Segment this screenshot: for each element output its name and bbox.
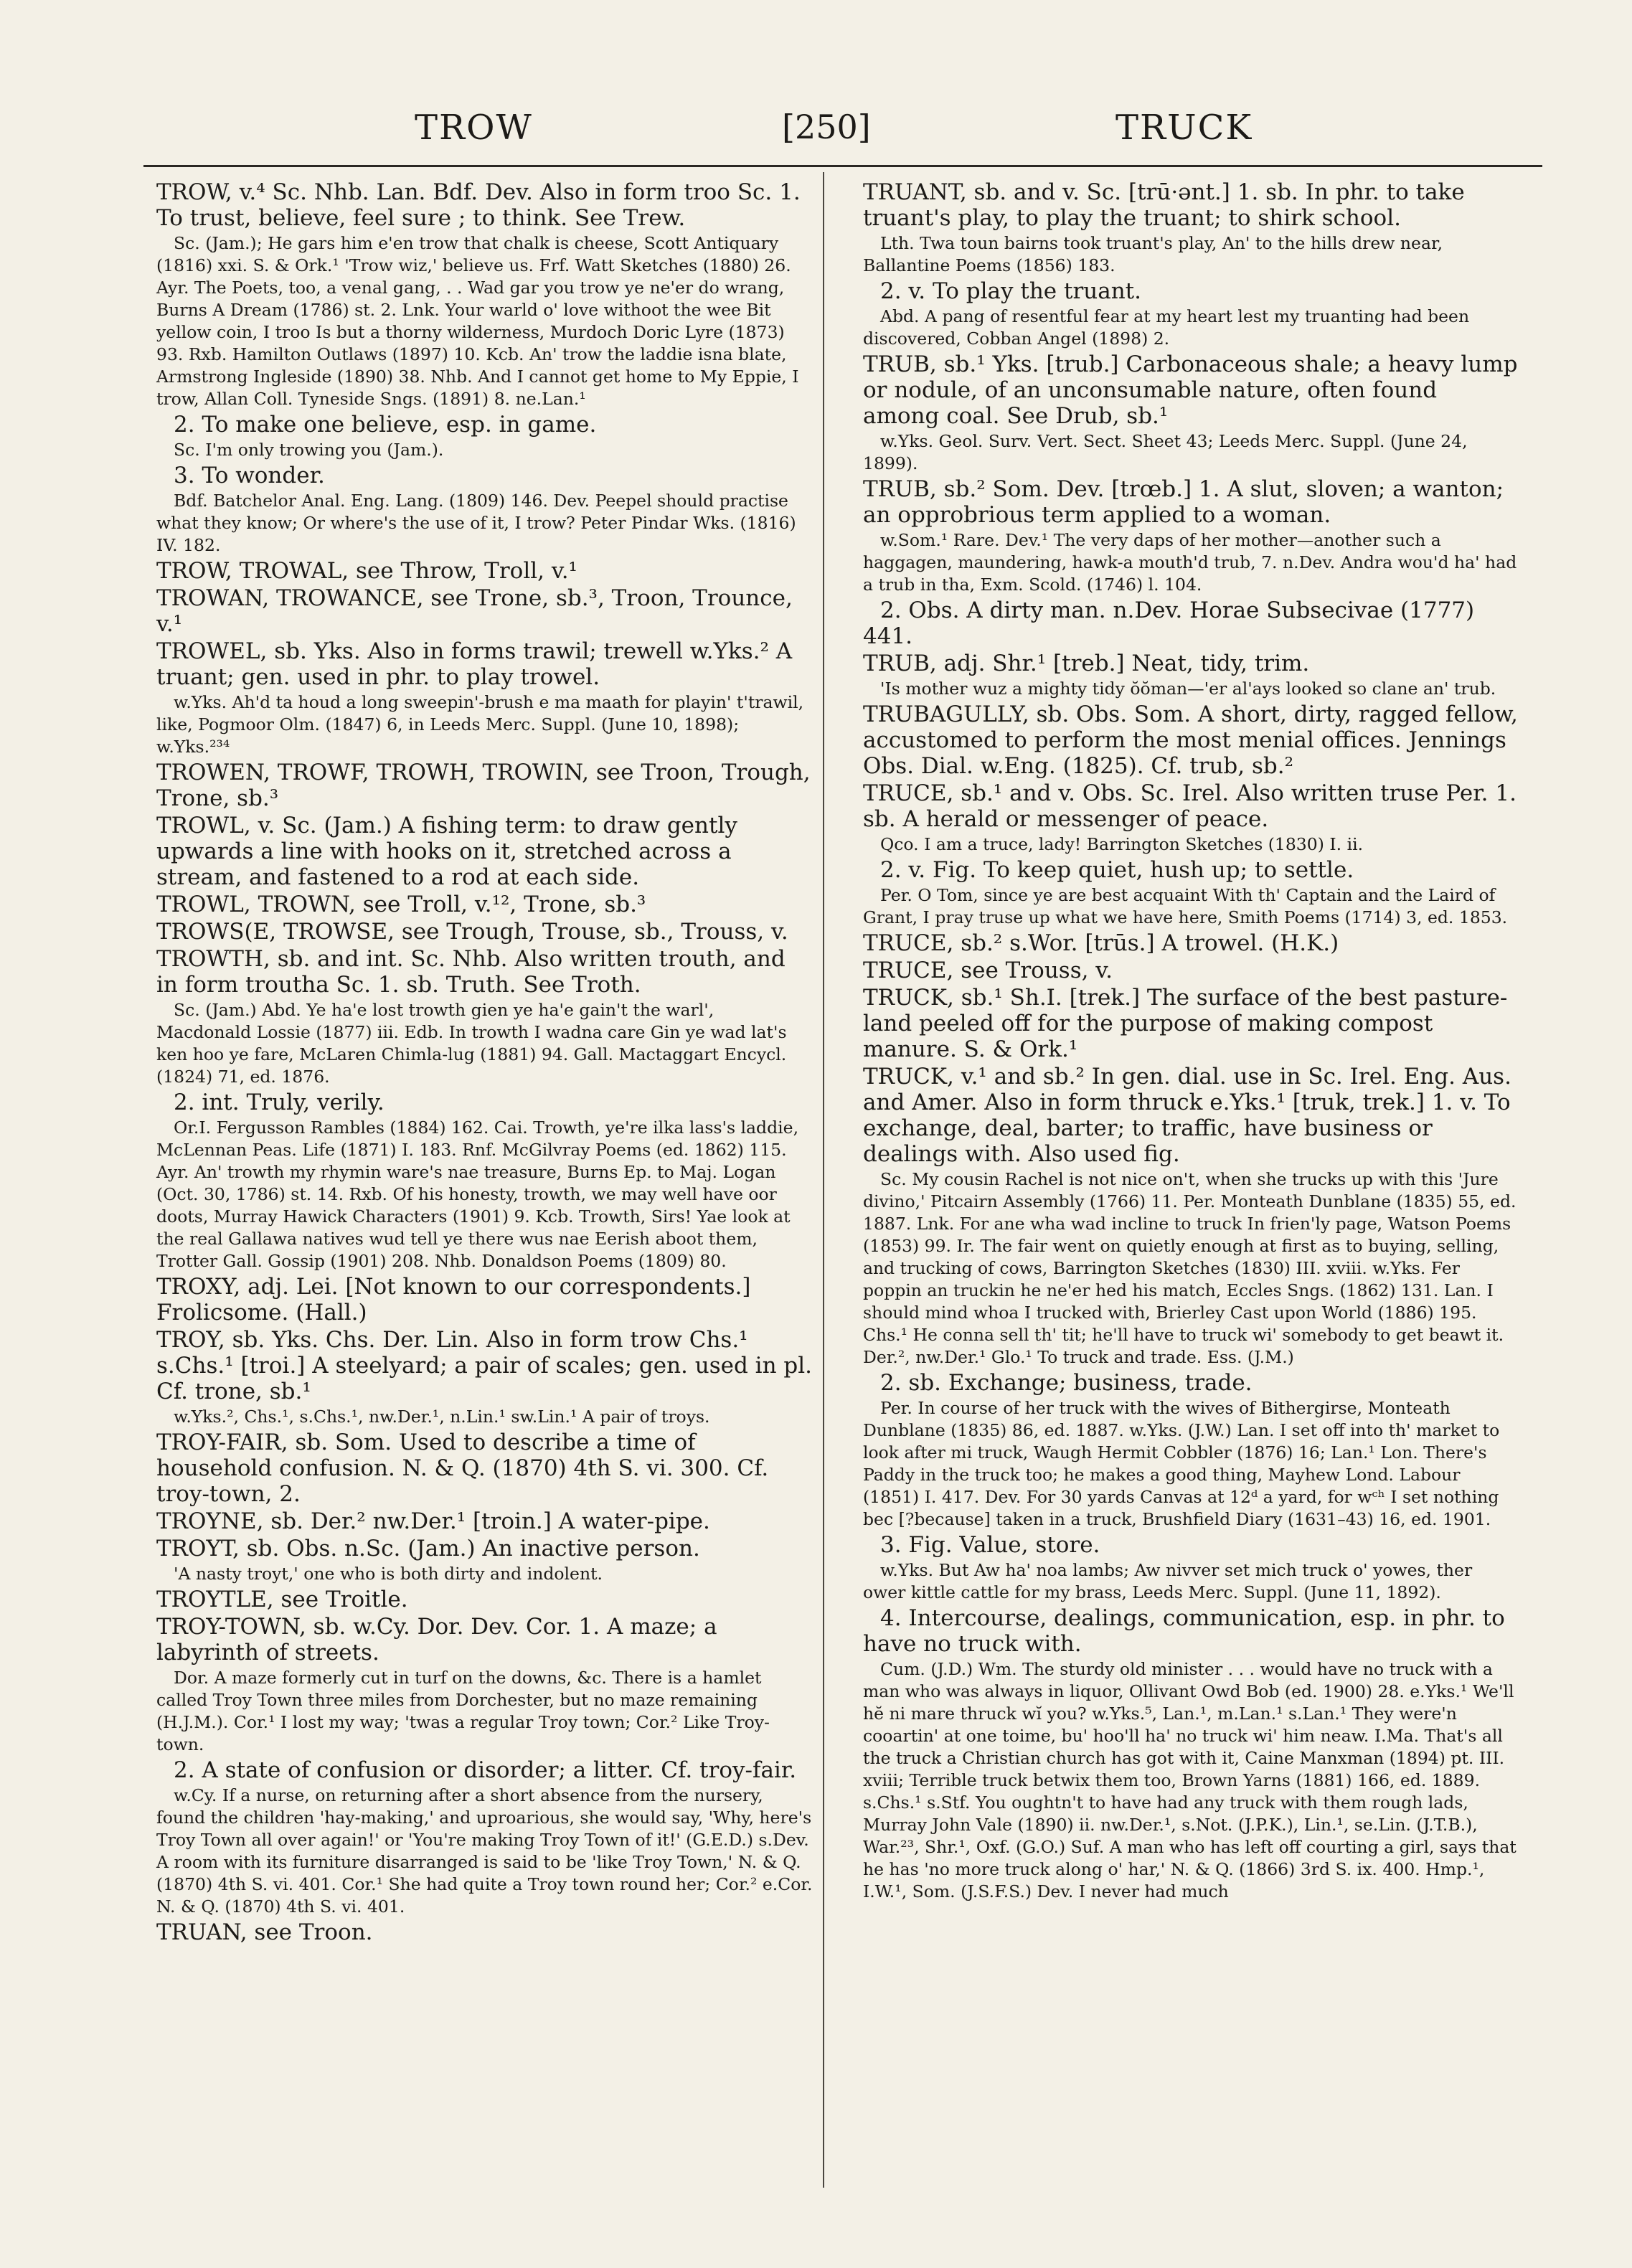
dictionary-entry: 3. To wonder. <box>174 463 325 488</box>
dictionary-entry: TRUCE, sb.¹ and v. Obs. Sc. Irel. Also written truse Per. 1. sb. A herald or messenger of peace. <box>863 780 1517 832</box>
citation-block: Bdf. Batchelor Anal. Eng. Lang. (1809) 146. Dev. Peepel should practise what they know; Or where's the use of it, I trow? Peter Pindar Wks. (1816) IV. 182. <box>156 491 796 555</box>
citation-block: Sc. (Jam.); He gars him e'en trow that chalk is cheese, Scott Antiquary (1816) xxi. S. & Ork.¹ 'Trow wiz,' believe us. Frf. Watt Sketches (1880) 26. Ayr. The Poets, too, a venal gang, . . Wad gar you trow ye ne'er do wrang, Burns A Dream (1786) st. 2. Lnk. Your warld o' love withoot the wee Bit yellow coin, I troo Is but a thorny wilderness, Murdoch Doric Lyre (1873) 93. Rxb. Hamilton Outlaws (1897) 10. Kcb. An' trow the laddie isna blate, Armstrong Ingleside (1890) 38. Nhb. And I cannot get home to My Eppie, I trow, Allan Coll. Tyneside Sngs. (1891) 8. ne.Lan.¹ <box>156 233 799 409</box>
citation-block: Dor. A maze formerly cut in turf on the downs, &c. There is a hamlet called Troy Town three miles from Dorchester, but no maze remaining (H.J.M.). Cor.¹ I lost my way; 'twas a regular Troy town; Cor.² Like Troy-town. <box>156 1668 770 1754</box>
dictionary-entry: 2. sb. Exchange; business, trade. <box>880 1370 1253 1396</box>
dictionary-entry: TROYTLE, see Troitle. <box>156 1587 408 1612</box>
dictionary-entry: TROXY, adj. Lei. [Not known to our correspondents.] Frolicsome. (Hall.) <box>156 1274 751 1326</box>
dictionary-entry: TROY-FAIR, sb. Som. Used to describe a time of household confusion. N. & Q. (1870) 4th S. vi. 300. Cf. troy-town, 2. <box>156 1430 769 1507</box>
dictionary-entry: TROYT, sb. Obs. n.Sc. (Jam.) An inactive person. <box>156 1536 700 1561</box>
dictionary-entry: 4. Intercourse, dealings, communication, esp. in phr. to have no truck with. <box>863 1605 1505 1657</box>
dictionary-entry: 3. Fig. Value, store. <box>880 1532 1100 1558</box>
column-divider <box>823 172 824 2188</box>
dictionary-entry: TROWL, TROWN, see Troll, v.¹², Trone, sb.³ <box>156 892 646 917</box>
citation-block: w.Som.¹ Rare. Dev.¹ The very daps of her mother—another such a haggagen, maundering, hawk-a mouth'd trub, 7. n.Dev. Andra wou'd ha' had a trub in tha, Exm. Scold. (1746) l. 104. <box>863 530 1517 595</box>
dictionary-entry: TRUB, adj. Shr.¹ [treb.] Neat, tidy, trim. <box>863 651 1310 676</box>
left-column <box>156 179 813 1947</box>
dictionary-entry: 2. To make one believe, esp. in game. <box>174 412 597 438</box>
citation-block: Cum. (J.D.) Wm. The sturdy old minister . . . would have no truck with a man who was always in liquor, Ollivant Owd Bob (ed. 1900) 28. e.Yks.¹ We'll hĕ ni mare thruck wĭ you? w.Yks.⁵, Lan.¹, m.Lan.¹ s.Lan.¹ They were'n cooartin' at one toime, bu' hoo'll ha' no truck wi' him neaw. I.Ma. That's all the truck a Christian church has got with it, Caine Manxman (1894) pt. III. xviii; Terrible truck betwix them too, Brown Yarns (1881) 166, ed. 1889. s.Chs.¹ s.Stf. You oughtn't to have had any truck with them rough lads, Murray John Vale (1890) ii. nw.Der.¹, s.Not. (J.P.K.), Lin.¹, se.Lin. (J.T.B.), War.²³, Shr.¹, Oxf. (G.O.) Suf. A man who has left off courting a girl, says that he has 'no more truck along o' har,' N. & Q. (1866) 3rd S. ix. 400. Hmp.¹, I.W.¹, Som. (J.S.F.S.) Dev. I never had much <box>863 1659 1517 1901</box>
running-head-left: TROW <box>415 108 533 148</box>
dictionary-entry: TROW, TROWAL, see Throw, Troll, v.¹ <box>156 558 577 584</box>
dictionary-entry: 2. A state of confusion or disorder; a litter. Cf. troy-fair. <box>174 1757 797 1783</box>
citation-block: w.Yks. Ah'd ta houd a long sweepin'-brush e ma maath for playin' t'trawil, like, Pogmoor Olm. (1847) 6, in Leeds Merc. Suppl. (June 10, 1898); w.Yks.²³⁴ <box>156 692 804 757</box>
dictionary-entry: 2. int. Truly, verily. <box>174 1090 385 1115</box>
dictionary-entry: TRUCK, sb.¹ Sh.I. [trek.] The surface of the best pasture-land peeled off for the purpose of making compost manure. S. & Ork.¹ <box>863 985 1508 1062</box>
page-header <box>0 108 1632 158</box>
citation-block: w.Yks.², Chs.¹, s.Chs.¹, nw.Der.¹, n.Lin.¹ sw.Lin.¹ A pair of troys. <box>174 1407 710 1427</box>
dictionary-entry: TROWL, v. Sc. (Jam.) A fishing term: to draw gently upwards a line with hooks on it, stretched across a stream, and fastened to a rod at each side. <box>156 813 737 890</box>
citation-block: Qco. I am a truce, lady! Barrington Sketches (1830) I. ii. <box>880 834 1364 854</box>
citation-block: w.Cy. If a nurse, on returning after a short absence from the nursery, found the children 'hay-making,' and uproarious, she would say, 'Why, here's Troy Town all over again!' or 'You're making Troy Town of it!' (G.E.D.) s.Dev. A room with its furniture disarranged is said to be 'like Troy Town,' N. & Q. (1870) 4th S. vi. 401. Cor.¹ She had quite a Troy town round her; Cor.² e.Cor. N. & Q. (1870) 4th S. vi. 401. <box>156 1785 813 1917</box>
citation-block: Lth. Twa toun bairns took truant's play, An' to the hills drew near, Ballantine Poems (1856) 183. <box>863 233 1443 275</box>
citation-block: Sc. My cousin Rachel is not nice on't, when she trucks up with this 'Jure divino,' Pitcairn Assembly (1766) 11. Per. Monteath Dunblane (1835) 55, ed. 1887. Lnk. For ane wha wad incline to truck In frien'ly page, Watson Poems (1853) 99. Ir. The fair went on quietly enough at first as to buying, selling, and trucking of cows, Barrington Sketches (1830) III. xviii. w.Yks. Fer poppin an truckin he ne'er hed his match, Eccles Sngs. (1862) 131. Lan. I should mind whoa I trucked with, Brierley Cast upon World (1886) 195. Chs.¹ He conna sell th' tit; he'll have to truck wi' somebody to get beawt it. Der.², nw.Der.¹ Glo.¹ To truck and trade. Ess. (J.M.) <box>863 1169 1517 1367</box>
dictionary-entry: 2. Obs. A dirty man. n.Dev. Horae Subsecivae (1777) 441. <box>863 597 1475 649</box>
dictionary-entry: TRUBAGULLY, sb. Obs. Som. A short, dirty, ragged fellow, accustomed to perform the most menial offices. Jennings Obs. Dial. w.Eng. (1825). Cf. trub, sb.² <box>863 701 1518 779</box>
citation-block: Abd. A pang of resentful fear at my heart lest my truanting had been discovered, Cobban Angel (1898) 2. <box>863 306 1470 349</box>
citation-block: w.Yks. But Aw ha' noa lambs; Aw nivver set mich truck o' yowes, ther ower kittle cattle for my brass, Leeds Merc. Suppl. (June 11, 1892). <box>863 1560 1473 1602</box>
dictionary-entry: TROWAN, TROWANCE, see Trone, sb.³, Troon, Trounce, v.¹ <box>156 585 793 637</box>
dictionary-entry: TROWEN, TROWF, TROWH, TROWIN, see Troon, Trough, Trone, sb.³ <box>156 760 811 811</box>
dictionary-entry: TRUCK, v.¹ and sb.² In gen. dial. use in Sc. Irel. Eng. Aus. and Amer. Also in form thruck e.Yks.¹ [truk, trek.] 1. v. To exchange, deal, barter; to traffic, have business or dealings with. Also used fig. <box>863 1064 1511 1167</box>
citation-block: Per. In course of her truck with the wives of Bithergirse, Monteath Dunblane (1835) 86, ed. 1887. w.Yks. (J.W.) Lan. I set off into th' market to look after mi truck, Waugh Hermit Cobbler (1876) 16; Lan.¹ Lon. There's Paddy in the truck too; he makes a good thing, Mayhew Lond. Labour (1851) I. 417. Dev. For 30 yards Canvas at 12ᵈ a yard, for wᶜʰ I set nothing bec [?because] taken in a truck, Brushfield Diary (1631–43) 16, ed. 1901. <box>863 1398 1500 1529</box>
dictionary-entry: TROWEL, sb. Yks. Also in forms trawil; trewell w.Yks.² A truant; gen. used in phr. to play trowel. <box>156 638 793 690</box>
right-column <box>863 179 1519 1904</box>
dictionary-entry: TROW, v.⁴ Sc. Nhb. Lan. Bdf. Dev. Also in form troo Sc. 1. To trust, believe, feel sure ; to think. See Trew. <box>156 179 801 231</box>
header-rule <box>143 165 1542 167</box>
dictionary-entry: 2. v. To play the truant. <box>880 278 1141 304</box>
dictionary-entry: TRUCE, see Trouss, v. <box>863 958 1113 983</box>
dictionary-entry: TRUB, sb.² Som. Dev. [trœb.] 1. A slut, sloven; a wanton; an opprobrious term applied to a woman. <box>863 476 1504 528</box>
citation-block: Sc. (Jam.) Abd. Ye ha'e lost trowth gien ye ha'e gain't the warl', Macdonald Lossie (1877) iii. Edb. In trowth I wadna care Gin ye wad lat's ken hoo ye fare, McLaren Chimla-lug (1881) 94. Gall. Mactaggart Encycl. (1824) 71, ed. 1876. <box>156 1000 787 1087</box>
dictionary-entry: TROWTH, sb. and int. Sc. Nhb. Also written trouth, and in form troutha Sc. 1. sb. Truth. See Troth. <box>156 946 786 998</box>
dictionary-entry: TROY, sb. Yks. Chs. Der. Lin. Also in form trow Chs.¹ s.Chs.¹ [troi.] A steelyard; a pair of scales; gen. used in pl. Cf. trone, sb.¹ <box>156 1327 813 1404</box>
dictionary-entry: 2. v. Fig. To keep quiet, hush up; to settle. <box>880 857 1354 883</box>
dictionary-entry: TRUB, sb.¹ Yks. [trub.] Carbonaceous shale; a heavy lump or nodule, of an unconsumable nature, often found among coal. See Drub, sb.¹ <box>863 351 1518 429</box>
dictionary-entry: TRUCE, sb.² s.Wor. [trūs.] A trowel. (H.K.) <box>863 930 1339 956</box>
citation-block: Per. O Tom, since ye are best acquaint With th' Captain and the Laird of Grant, I pray truse up what we have here, Smith Poems (1714) 3, ed. 1853. <box>863 885 1508 927</box>
citation-block: w.Yks. Geol. Surv. Vert. Sect. Sheet 43; Leeds Merc. Suppl. (June 24, 1899). <box>863 431 1468 473</box>
dictionary-entry: TROWS(E, TROWSE, see Trough, Trouse, sb., Trouss, v. <box>156 919 788 945</box>
citation-block: 'Is mother wuz a mighty tidy ŏŏman—'er al'ays looked so clane an' trub. <box>880 679 1496 699</box>
dictionary-entry: TRUAN, see Troon. <box>156 1919 373 1945</box>
citation-block: 'A nasty troyt,' one who is both dirty and indolent. <box>174 1564 603 1584</box>
dictionary-entry: TRUANT, sb. and v. Sc. [trū·ənt.] 1. sb. In phr. to take truant's play, to play the truant; to shirk school. <box>863 179 1465 231</box>
page-number: [250] <box>782 108 871 146</box>
dictionary-entry: TROYNE, sb. Der.² nw.Der.¹ [troin.] A water-pipe. <box>156 1508 710 1534</box>
dictionary-entry: TROY-TOWN, sb. w.Cy. Dor. Dev. Cor. 1. A maze; a labyrinth of streets. <box>156 1614 717 1665</box>
running-head-right: TRUCK <box>1115 108 1253 148</box>
citation-block: Or.I. Fergusson Rambles (1884) 162. Cai. Trowth, ye're ilka lass's laddie, McLennan Peas. Life (1871) I. 183. Rnf. McGilvray Poems (ed. 1862) 115. Ayr. An' trowth my rhymin ware's nae treasure, Burns Ep. to Maj. Logan (Oct. 30, 1786) st. 14. Rxb. Of his honesty, trowth, we may well have oor doots, Murray Hawick Characters (1901) 9. Kcb. Trowth, Sirs! Yae look at the real Gallawa natives wud tell ye there wus nae Eerish aboot them, Trotter Gall. Gossip (1901) 208. Nhb. Donaldson Poems (1809) 80. <box>156 1118 799 1271</box>
citation-block: Sc. I'm only trowing you (Jam.). <box>174 440 444 460</box>
